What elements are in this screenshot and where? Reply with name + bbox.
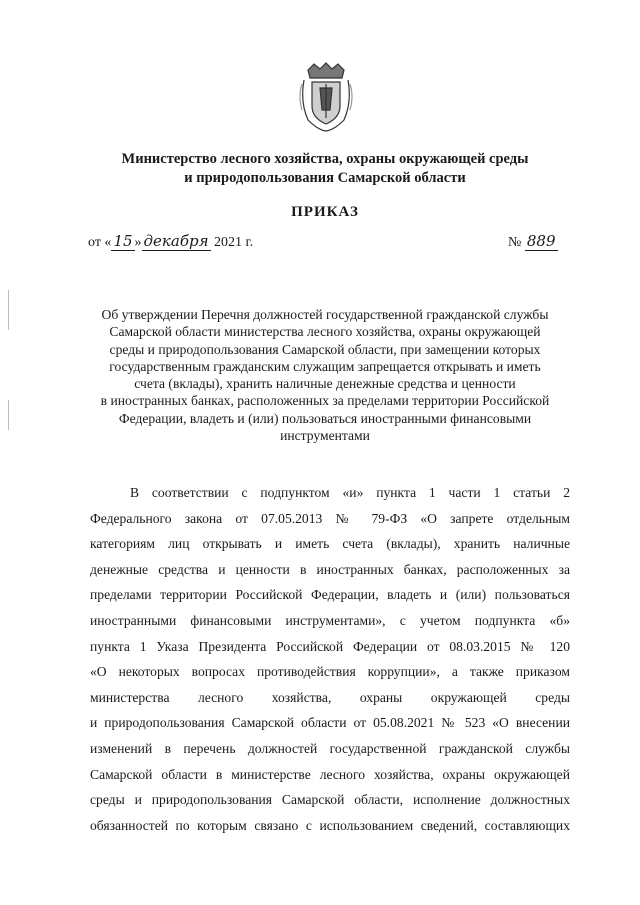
scan-artifact [8, 400, 9, 430]
body-line: министерства лесного хозяйства, охраны окружающей среды [90, 689, 570, 705]
scan-artifact [8, 290, 9, 330]
subject-line: среды и природопользования Самарской области, при замещении которых [109, 341, 541, 357]
body-line: среды и природопользования Самарской области, исполнение должностных [90, 792, 570, 808]
body-line: Федерального закона от 07.05.2013 № 79-ФЗ «О запрете отдельным [90, 510, 570, 526]
subject-line: государственным гражданским служащим запрещается открывать и иметь [109, 358, 541, 374]
order-title: ПРИКАЗ [291, 204, 359, 220]
body-line: пункта 1 Указа Президента Российской Федерации от 08.03.2015 № 120 [90, 638, 570, 654]
body-line: изменений в перечень должностей государственной гражданской службы [90, 740, 570, 756]
order-subject [84, 306, 566, 444]
body-line: пределами территории Российской Федерации, владеть и (или) пользоваться [90, 587, 570, 603]
ministry-name-line1: Министерство лесного хозяйства, охраны окружающей среды [121, 151, 529, 167]
subject-line: инструментами [280, 428, 370, 444]
ministry-name [90, 150, 560, 188]
order-body [90, 480, 570, 838]
date-prefix: от « [88, 235, 112, 250]
subject-line: счета (вклады), хранить наличные денежные средства и ценности [134, 376, 516, 392]
body-line: «О некоторых вопросах противодействия коррупции», а также приказом [90, 664, 570, 680]
date-day: 15 [113, 232, 133, 250]
body-line: Самарской области в министерстве лесного хозяйства, охраны окружающей [90, 766, 570, 782]
subject-line: Об утверждении Перечня должностей государственной гражданской службы [101, 307, 549, 322]
coat-of-arms-icon [298, 62, 354, 132]
body-line: иностранными финансовыми инструментами», с учетом подпункта «б» [90, 612, 570, 628]
subject-line: Федерации, владеть и (или) пользоваться иностранными финансовыми [118, 410, 532, 426]
number-prefix: № [508, 235, 522, 250]
number-value: 889 [526, 232, 556, 250]
date-year: 2021 г. [214, 235, 254, 250]
order-number [508, 232, 558, 251]
subject-line: в иностранных банках, расположенных за пределами территории Российской [100, 393, 550, 409]
order-date [88, 232, 253, 251]
ministry-name-line2: и природопользования Самарской области [184, 170, 466, 186]
body-line: категориям лиц открывать и иметь счета (вклады), хранить наличные [90, 536, 570, 552]
body-line: денежные средства и ценности в иностранных банках, расположенных за [90, 561, 570, 577]
body-line: обязанностей по которым связано с использованием сведений, составляющих [90, 817, 570, 833]
date-month: декабря [143, 232, 209, 250]
body-line: В соответствии с подпунктом «и» пункта 1 части 1 статьи 2 [130, 485, 570, 500]
date-separator: » [134, 235, 142, 250]
subject-line: Самарской области министерства лесного хозяйства, охраны окружающей [109, 324, 541, 340]
body-line: и природопользования Самарской области от 05.08.2021 № 523 «О внесении [90, 715, 570, 731]
